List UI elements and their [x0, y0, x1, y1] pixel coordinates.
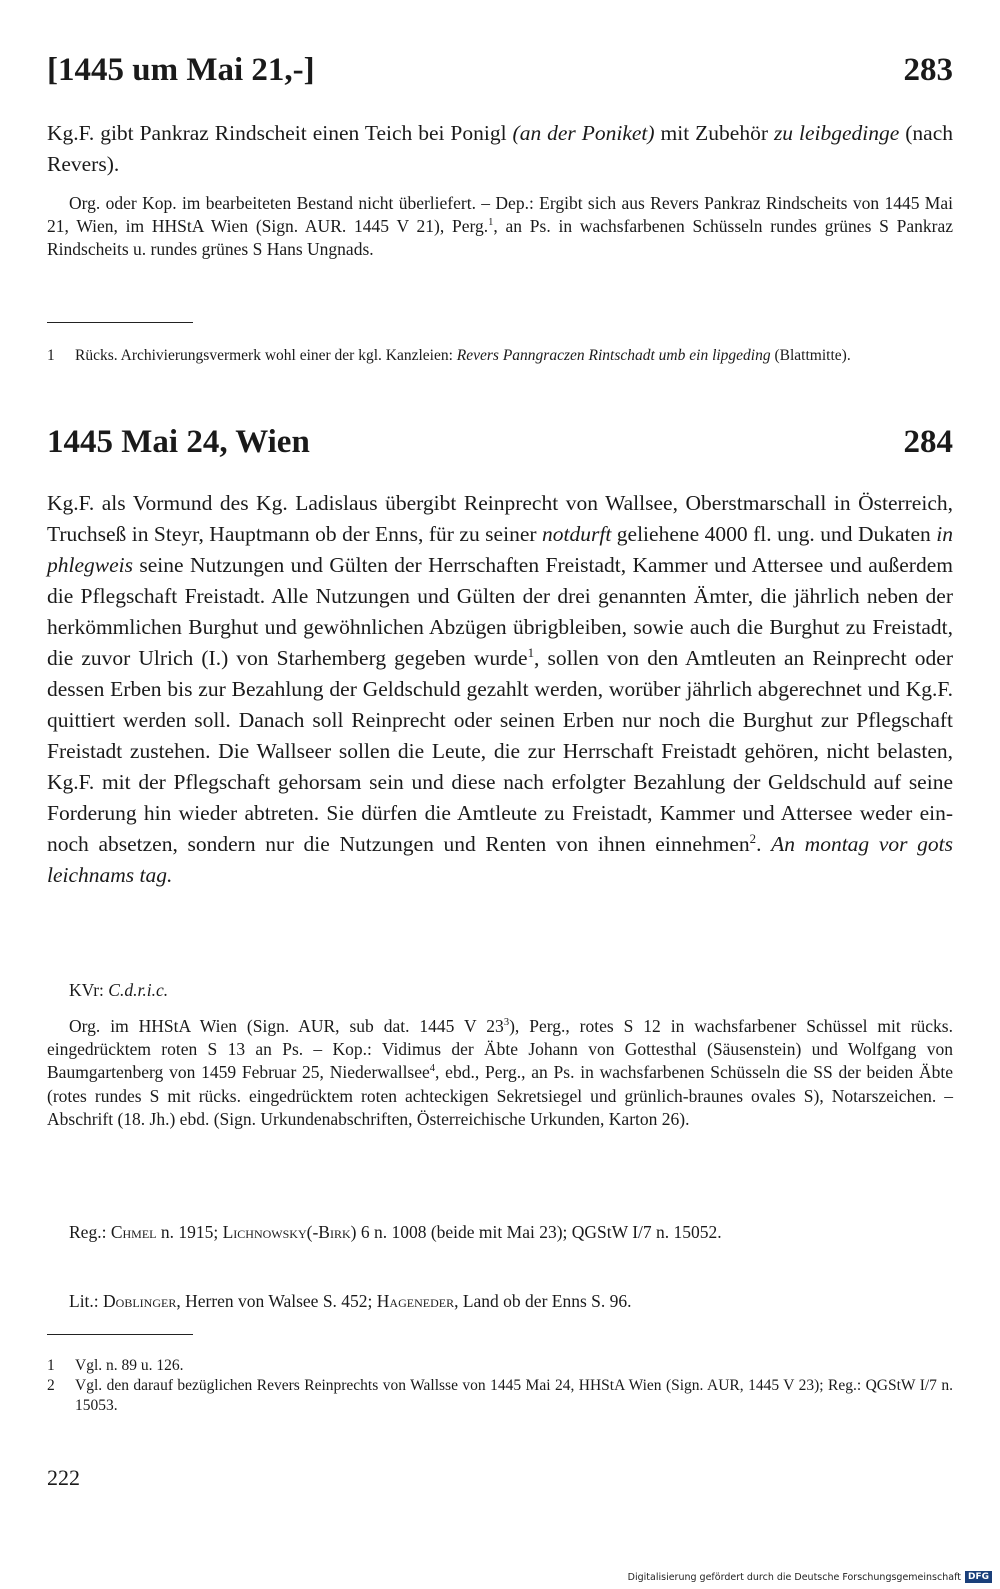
entry-284-header	[47, 424, 953, 461]
entry-284-regest	[47, 488, 953, 891]
entry-284-date: 1445 Mai 24, Wien	[47, 424, 310, 460]
footnote-text: (Blattmitte).	[770, 347, 851, 364]
footnote-divider	[47, 322, 193, 323]
footnote-mark: 1	[47, 1357, 55, 1374]
entry-284-regesten	[47, 1221, 953, 1244]
regest-text: seine Nutzungen und Gülten der Herrschaften Freistadt, Kammer und Attersee und außerdem die Pflegschaft Freistadt. Alle Nutzungen und Gülten der drei genannten Ämter, die jährlich neben der herkömmlichen Burghut und gewöhnlichen Abzügen übrigbleiben, sowie auch die Burghut zu Freistadt, die zuvor Ulrich (I.) von Starhemberg gegeben wurde	[47, 553, 953, 670]
regest-text: (nach Revers).	[47, 121, 954, 176]
footnote-ref: 2	[749, 831, 757, 846]
footnote-italic: Revers Panngraczen Rintschadt umb ein lipgeding	[456, 347, 771, 364]
footnote-text: Rücks. Archivierungsvermerk wohl einer der kgl. Kanzleien:	[75, 347, 457, 364]
entry-283-source-note	[47, 192, 953, 262]
regest-text: .	[756, 832, 772, 856]
page-number: 222	[47, 1465, 80, 1490]
regest-text: geliehene 4000 fl. ung. und Dukaten	[611, 522, 937, 546]
author-name: Doblinger	[103, 1291, 177, 1311]
credit-text: Digitalisierung gefördert durch die Deutsche Forschungsgemeinschaft	[627, 1571, 961, 1583]
author-name: Chmel	[110, 1222, 157, 1242]
footnote-ref: 4	[429, 1063, 436, 1075]
regest-italic: notdurft	[542, 522, 612, 546]
footnote-mark: 2	[47, 1377, 55, 1394]
regest-italic: An montag vor gots leichnams tag.	[47, 832, 954, 887]
entry-283-number: 283	[903, 52, 953, 88]
note-text: ), Perg., rotes S 12 in wachsfarbener Schüssel mit rücks. eingedrücktem roten S 13 an Ps. – Kop.: Vidimus der Äbte Johann von Gottesthal (Säusenstein) und Wolfgang von Baumgartenberg von 1459 Februar 25, Niederwallsee	[47, 1016, 953, 1083]
lit-text: , Herren von Walsee S. 452;	[176, 1291, 377, 1311]
kvr-value: C.d.r.i.c.	[108, 980, 169, 1000]
footnote-ref: 1	[488, 217, 494, 229]
regest-italic: in phlegweis	[47, 522, 953, 577]
digitization-credit	[628, 1571, 992, 1583]
footnote-mark: 1	[47, 347, 55, 364]
lit-text: , Land ob der Enns S. 96.	[454, 1291, 632, 1311]
regest-text: Kg.F. als Vormund des Kg. Ladislaus übergibt Reinprecht von Wallsee, Oberstmarschall in Österreich, Truchseß in Steyr, Hauptmann ob der Enns, für zu seiner	[47, 491, 953, 546]
footnote-item	[47, 1356, 953, 1376]
note-text: , ebd., Perg., an Ps. in wachsfarbenen Schüsseln die SS der beiden Äbte (rotes rundes S mit rücks. eingedrücktem roten achteckigen Sekretsiegel und grünlich-braunes ovales S), Notarszeichen. – Abschrift (18. Jh.) ebd. (Sign. Urkundenabschriften, Österreichische Urkunden, Karton 26).	[47, 1062, 953, 1129]
lit-text: Lit.:	[69, 1291, 104, 1311]
regest-text: , sollen von den Amtleuten an Reinprecht oder dessen Erben bis zur Bezahlung der Geldschuld gezahlt werden, worüber jährlich abgerechnet und Kg.F. quittiert werden soll. Danach soll Reinprecht oder seinen Erben nur noch die Burghut zur Pflegschaft Freistadt zustehen. Die Wallseer sollen die Leute, die zur Herrschaft Freistadt gehören, nicht belasten, Kg.F. mit der Pflegschaft gehorsam sein und diese nach erfolgter Bezahlung der Geldschuld auf seine Forderung hin wieder abtreten. Sie dürfen die Amtleute zu Freistadt, Kammer und Attersee weder ein- noch absetzen, sondern nur die Nutzungen und Renten von ihnen einnehmen	[47, 646, 953, 856]
note-text: Org. oder Kop. im bearbeiteten Bestand nicht überliefert. – Dep.: Ergibt sich aus Revers Pankraz Rindscheits von 1445 Mai 21, Wien, im HHStA Wien (Sign. AUR. 1445 V 21), Perg.	[47, 193, 953, 237]
regest-text: mit Zubehör	[654, 121, 774, 145]
footnote-item	[47, 1376, 953, 1416]
entry-283-date: [1445 um Mai 21,-]	[47, 52, 315, 88]
footnote-ref: 3	[503, 1017, 510, 1029]
entry-283-header	[47, 52, 953, 89]
author-name: Hageneder	[376, 1291, 455, 1311]
kvr-label: KVr:	[69, 980, 109, 1000]
footnote-divider	[47, 1334, 193, 1335]
regest-italic: (an der Poniket)	[512, 121, 655, 145]
footnote-ref: 1	[527, 645, 535, 660]
reg-text: n. 1915;	[156, 1222, 223, 1242]
footnote-text: Vgl. n. 89 u. 126.	[75, 1357, 184, 1374]
regest-italic: zu leibgedinge	[773, 121, 900, 145]
author-name: Lichnowsky(-Birk)	[222, 1222, 357, 1242]
entry-284-original-note	[47, 1015, 953, 1131]
note-text: , an Ps. in wachsfarbenen Schüsseln rundes grünes S Pankraz Rindscheits u. rundes grünes S Hans Ungnads.	[47, 216, 953, 260]
entry-284-literature	[47, 1290, 953, 1313]
entry-284-footnotes	[47, 1356, 953, 1416]
footnote-text: Vgl. den darauf bezüglichen Revers Reinprechts von Wallsse von 1445 Mai 24, HHStA Wien (Sign. AUR, 1445 V 23); Reg.: QGStW I/7 n. 15053.	[75, 1377, 953, 1414]
entry-283-regest	[47, 118, 953, 180]
note-text: Org. im HHStA Wien (Sign. AUR, sub dat. 1445 V 23	[69, 1016, 504, 1036]
dfg-logo-icon: DFG	[965, 1571, 992, 1583]
entry-283-footnote	[47, 346, 953, 366]
reg-text: Reg.:	[69, 1222, 111, 1242]
entry-284-kvr	[47, 979, 953, 1002]
reg-text: 6 n. 1008 (beide mit Mai 23); QGStW I/7 n. 15052.	[356, 1222, 722, 1242]
entry-284-number: 284	[903, 424, 953, 460]
regest-text: Kg.F. gibt Pankraz Rindscheit einen Teich bei Ponigl	[47, 121, 513, 145]
